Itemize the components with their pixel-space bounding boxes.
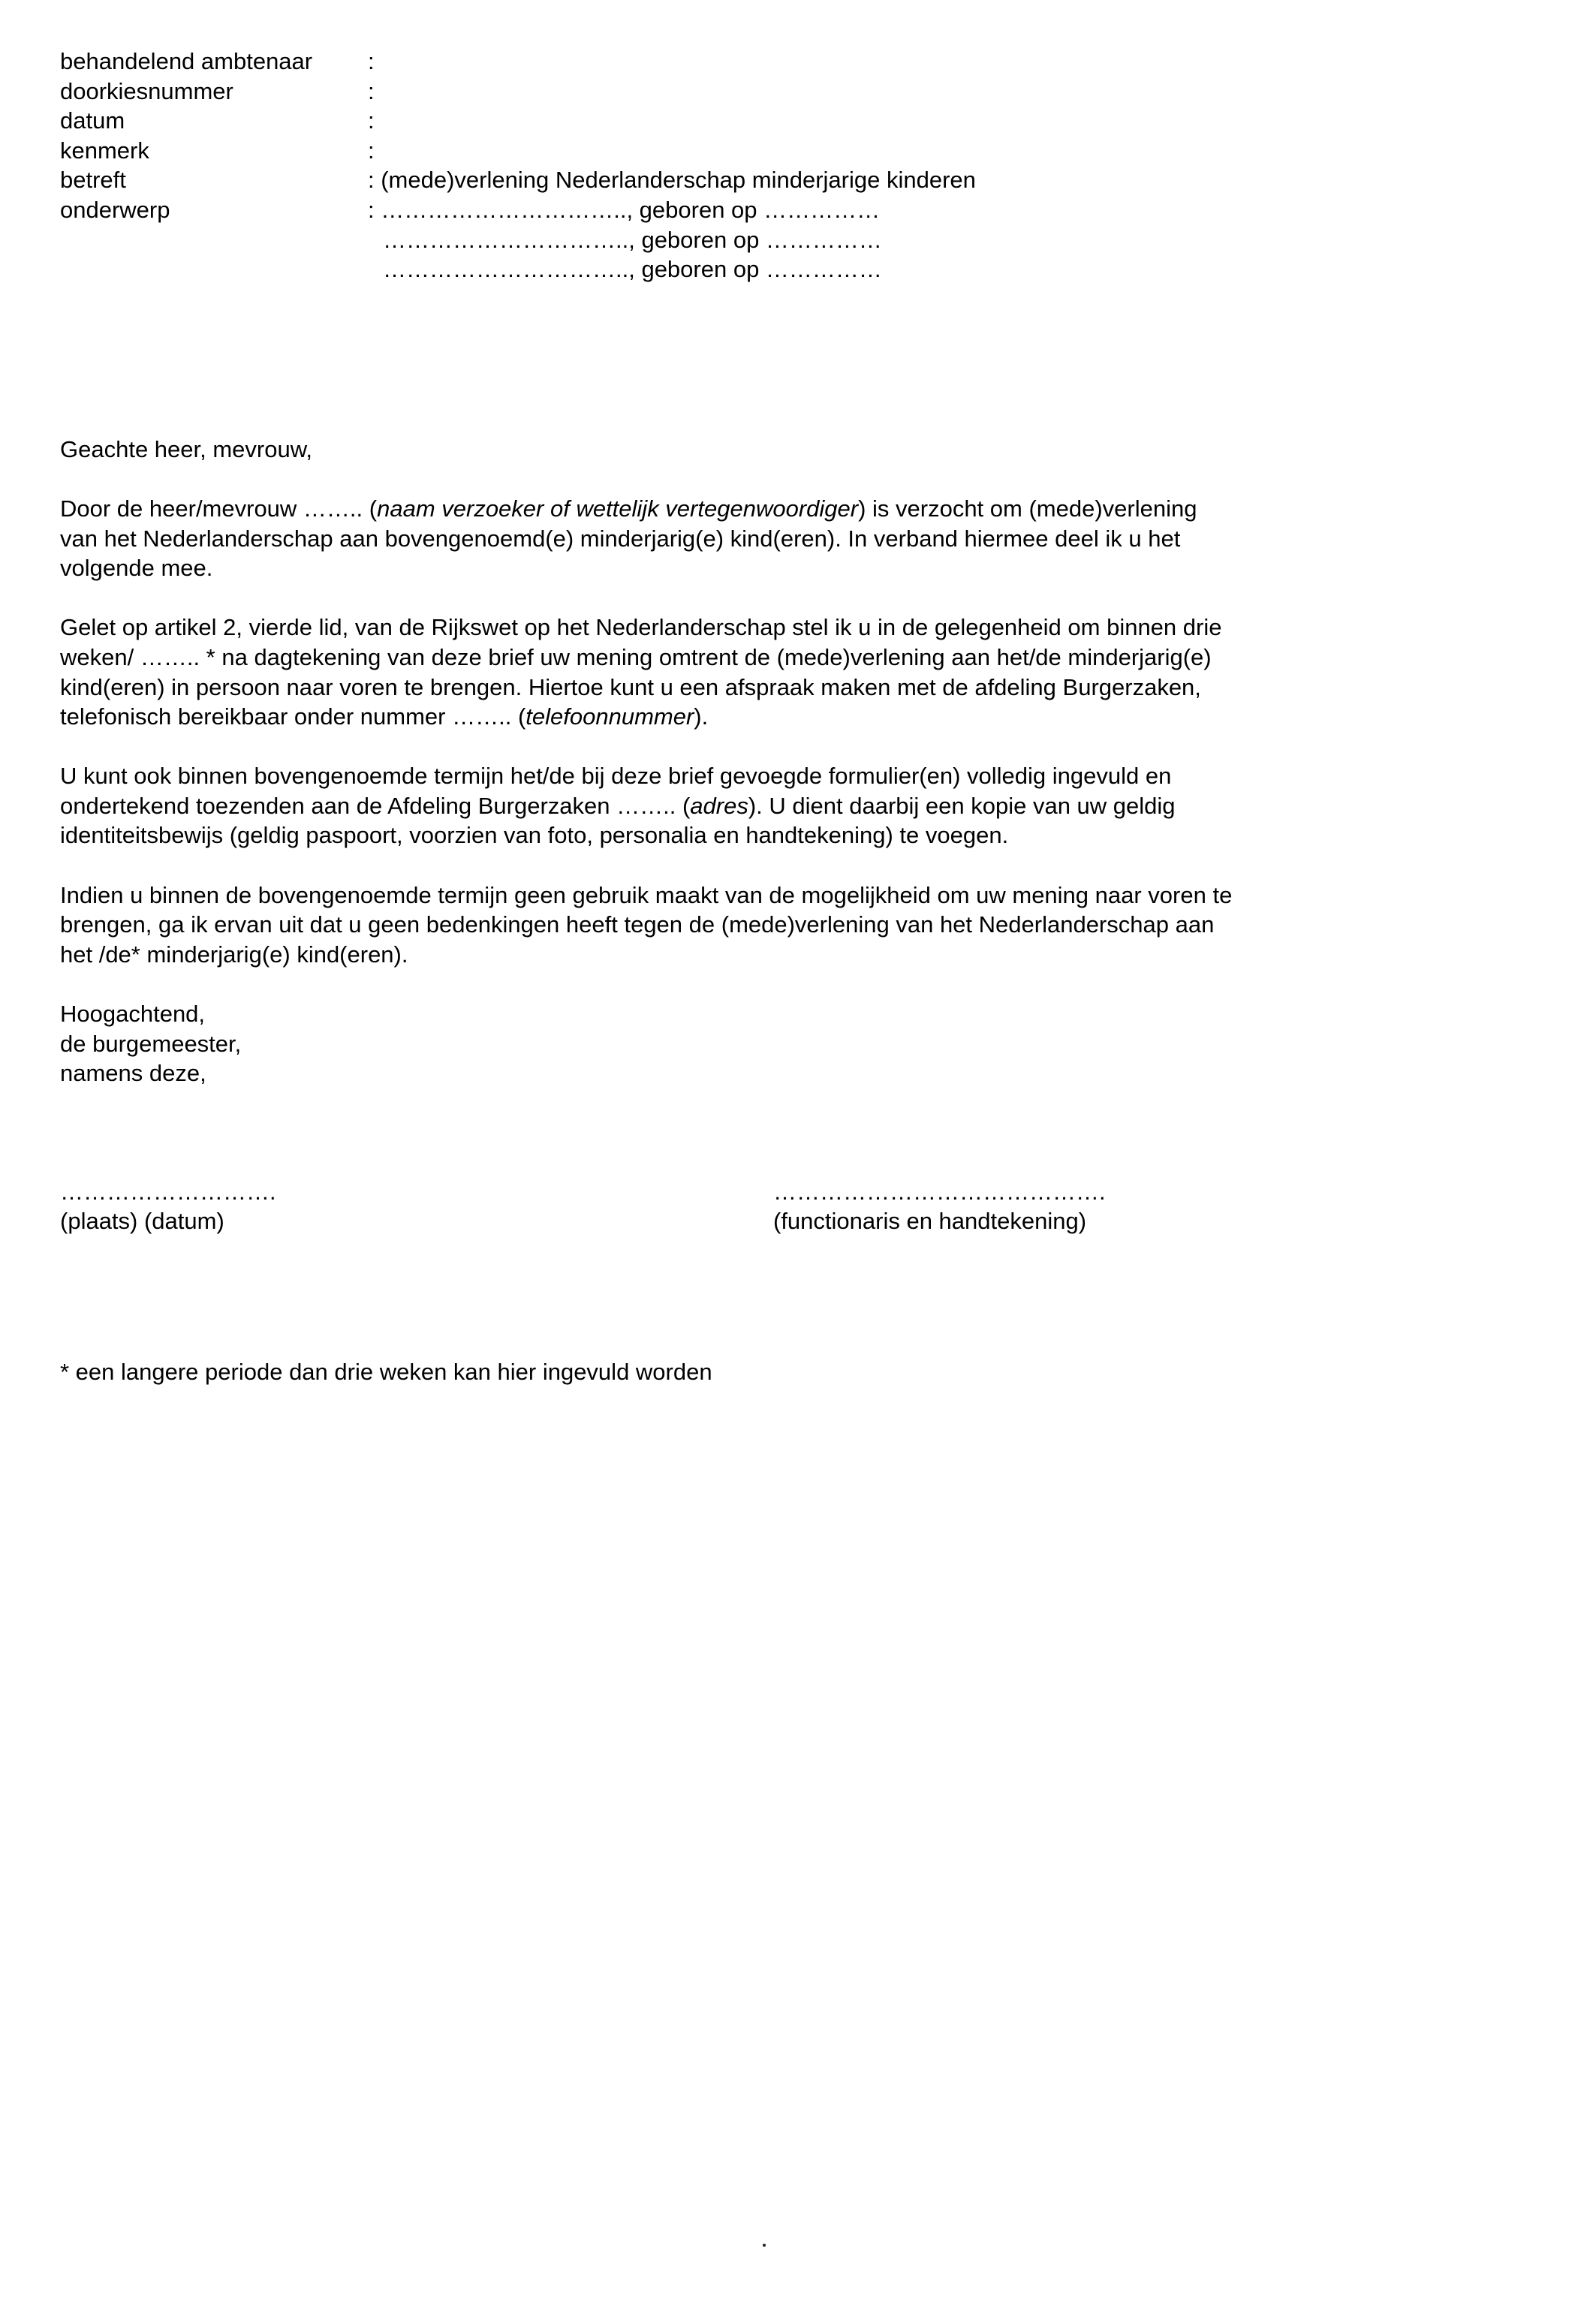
dotted-line: ……………………………………. (773, 1178, 1106, 1205)
text-segment: ondertekend toezenden aan de Afdeling Burgerzaken …….. ( (60, 792, 691, 819)
paragraph-consent (60, 881, 1486, 970)
header-extra-line: ………………………….., geboren op …………… (383, 256, 882, 283)
text-line: kind(eren) in persoon naar voren te brengen. Hiertoe kunt u een afspraak maken met de afdeling Burgerzaken, (60, 673, 1201, 700)
signature-row (60, 1177, 1486, 1237)
paragraph-legal (60, 613, 1486, 731)
header-label: datum (60, 107, 125, 134)
signature-field (773, 1177, 1106, 1236)
text-line: het /de* minderjarig(e) kind(eren). (60, 941, 408, 968)
letter-body (60, 47, 1486, 1386)
paragraph-form (60, 761, 1486, 850)
header-value: : (mede)verlening Nederlanderschap minderjarige kinderen (368, 167, 976, 194)
closing-line: namens deze, (60, 1060, 206, 1087)
text-line: brengen, ga ik ervan uit dat u geen bedenkingen heeft tegen de (mede)verlening van het Nederlanderschap aan (60, 911, 1215, 938)
paragraph-request (60, 494, 1486, 583)
text-line: volgende mee. (60, 555, 213, 582)
placeholder-hint: naam verzoeker of wettelijk vertegenwoordiger (377, 495, 859, 522)
text-segment: Door de heer/mevrouw …….. ( (60, 495, 378, 522)
placeholder-hint: telefoonnummer (525, 703, 694, 730)
placeholder-hint: adres (690, 792, 748, 819)
text-line: Indien u binnen de bovengenoemde termijn geen gebruik maakt van de mogelijkheid om uw mening naar voren te (60, 881, 1233, 908)
text-line: identiteitsbewijs (geldig paspoort, voorzien van foto, personalia en handtekening) te voegen. (60, 822, 1009, 849)
text-segment: telefonisch bereikbaar onder nummer …….. ( (60, 703, 526, 730)
text-line: Gelet op artikel 2, vierde lid, van de Rijkswet op het Nederlanderschap stel ik u in de gelegenheid om binnen drie (60, 614, 1222, 641)
header-value: : (368, 137, 375, 164)
header-label: doorkiesnummer (60, 77, 233, 104)
header-row (60, 136, 1486, 166)
closing-line: Hoogachtend, (60, 1001, 206, 1028)
text-segment: ). U dient daarbij een kopie van uw geldig (748, 792, 1176, 819)
header-value: : (368, 48, 375, 74)
header-row (60, 47, 1486, 77)
header-label: kenmerk (60, 137, 149, 164)
header-value: : (368, 77, 375, 104)
text-line: van het Nederlanderschap aan bovengenoemd(e) minderjarig(e) kind(eren). In verband hiermee deel ik u het (60, 525, 1181, 552)
footnote: * een langere periode dan drie weken kan hier ingevuld worden (60, 1358, 712, 1385)
header-row (60, 77, 1486, 107)
text-line: weken/ …….. * na dagtekening van deze brief uw mening omtrent de (mede)verlening aan het/de minderjarig(e) (60, 643, 1212, 670)
header-extra-line: ………………………….., geboren op …………… (383, 226, 882, 253)
header-row (60, 195, 1486, 225)
header-spacer (60, 284, 1486, 435)
scan-speck (763, 2244, 766, 2247)
header-row (60, 165, 1486, 195)
text-segment: ) is verzocht om (mede)verlening (858, 495, 1197, 522)
salutation: Geachte heer, mevrouw, (60, 435, 313, 462)
closing-block (60, 999, 1486, 1088)
header-value: : ………………………….., geboren op …………… (368, 196, 881, 223)
header-row (60, 106, 1486, 136)
header-label: behandelend ambtenaar (60, 48, 313, 74)
dotted-line: ………………………. (60, 1178, 276, 1205)
place-date-field (60, 1177, 276, 1236)
header-block (60, 47, 1486, 284)
text-line: U kunt ook binnen bovengenoemde termijn het/de bij deze brief gevoegde formulier(en) volledig ingevuld en (60, 763, 1172, 790)
text-segment: ). (694, 703, 709, 730)
signature-label: (functionaris en handtekening) (773, 1208, 1087, 1235)
header-label: betreft (60, 167, 126, 194)
header-label: onderwerp (60, 196, 170, 223)
header-value: : (368, 107, 375, 134)
closing-line: de burgemeester, (60, 1030, 242, 1057)
place-date-label: (plaats) (datum) (60, 1208, 224, 1235)
